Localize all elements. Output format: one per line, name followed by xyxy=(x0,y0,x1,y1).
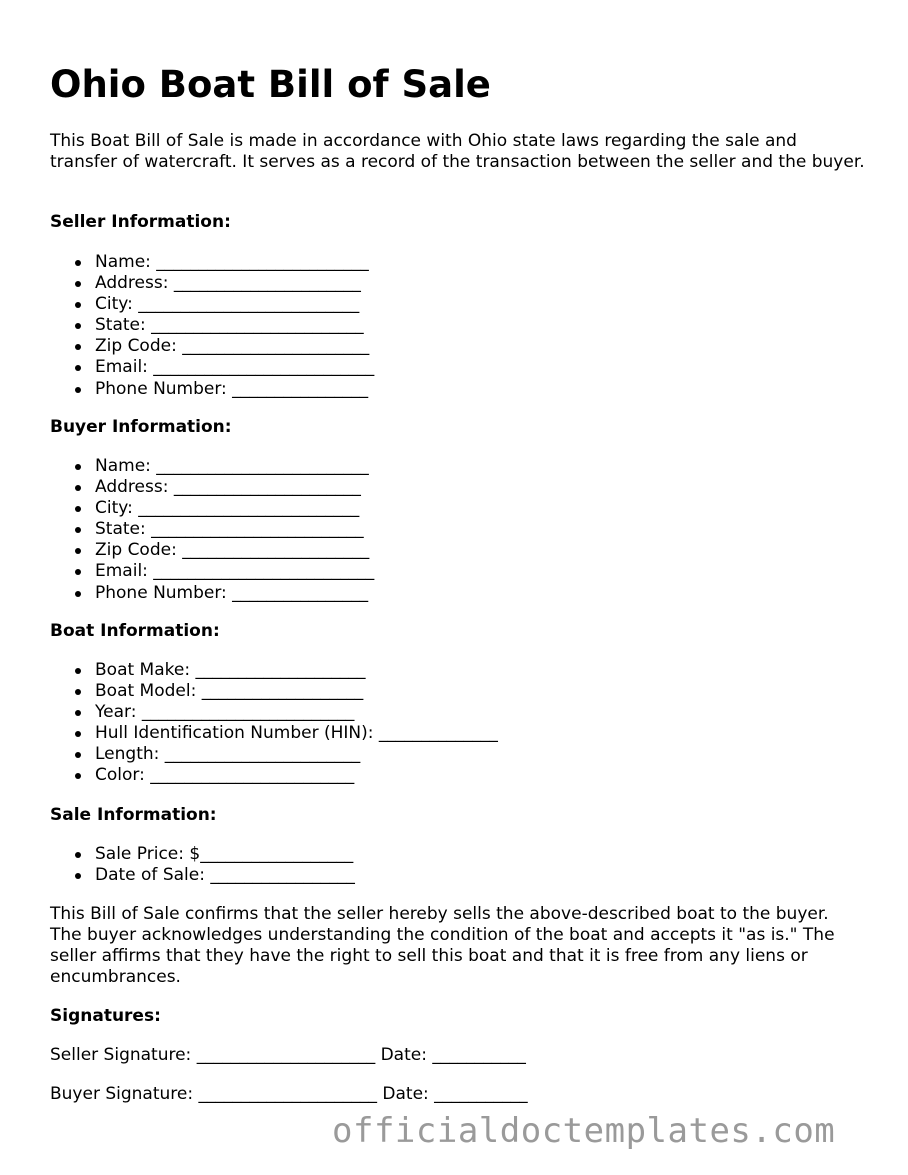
buyer-name-field: Name: _________________________ xyxy=(50,456,374,477)
signatures-heading: Signatures: xyxy=(50,1006,161,1026)
seller-phone-field: Phone Number: ________________ xyxy=(50,379,374,400)
seller-address-field: Address: ______________________ xyxy=(50,273,374,294)
buyer-address-field: Address: ______________________ xyxy=(50,477,374,498)
seller-zip-field: Zip Code: ______________________ xyxy=(50,336,374,357)
seller-fields-list xyxy=(50,252,374,400)
sale-heading: Sale Information: xyxy=(50,805,217,825)
confirmation-paragraph: This Bill of Sale confirms that the seller hereby sells the above-described boat to the buyer. The buyer acknowledges understanding the condition of the boat and accepts it "as is." The seller affirms that they have the right to sell this boat and that it is free from any liens or encumbrances. xyxy=(50,904,835,987)
buyer-phone-field: Phone Number: ________________ xyxy=(50,583,374,604)
buyer-city-field: City: __________________________ xyxy=(50,498,374,519)
boat-fields-list xyxy=(50,660,498,787)
page-title: Ohio Boat Bill of Sale xyxy=(50,63,491,106)
buyer-zip-field: Zip Code: ______________________ xyxy=(50,540,374,561)
boat-year-field: Year: _________________________ xyxy=(50,702,498,723)
boat-color-field: Color: ________________________ xyxy=(50,765,498,786)
seller-email-field: Email: __________________________ xyxy=(50,357,374,378)
boat-make-field: Boat Make: ____________________ xyxy=(50,660,498,681)
intro-paragraph: This Boat Bill of Sale is made in accordance with Ohio state laws regarding the sale and transfer of watercraft. It serves as a record of the transaction between the seller and the buyer. xyxy=(50,131,865,172)
seller-heading: Seller Information: xyxy=(50,212,231,232)
sale-date-field: Date of Sale: _________________ xyxy=(50,865,355,886)
seller-name-field: Name: _________________________ xyxy=(50,252,374,273)
boat-heading: Boat Information: xyxy=(50,621,220,641)
boat-length-field: Length: _______________________ xyxy=(50,744,498,765)
buyer-heading: Buyer Information: xyxy=(50,417,232,437)
seller-city-field: City: __________________________ xyxy=(50,294,374,315)
boat-hin-field: Hull Identification Number (HIN): ______________ xyxy=(50,723,498,744)
sale-price-field: Sale Price: $__________________ xyxy=(50,844,355,865)
watermark-text: officialdoctemplates.com xyxy=(332,1111,836,1151)
seller-state-field: State: _________________________ xyxy=(50,315,374,336)
seller-signature-line: Seller Signature: _____________________ Date: ___________ xyxy=(50,1045,526,1065)
buyer-signature-line: Buyer Signature: _____________________ Date: ___________ xyxy=(50,1084,528,1104)
buyer-state-field: State: _________________________ xyxy=(50,519,374,540)
buyer-email-field: Email: __________________________ xyxy=(50,561,374,582)
boat-model-field: Boat Model: ___________________ xyxy=(50,681,498,702)
buyer-fields-list xyxy=(50,456,374,604)
sale-fields-list xyxy=(50,844,355,886)
